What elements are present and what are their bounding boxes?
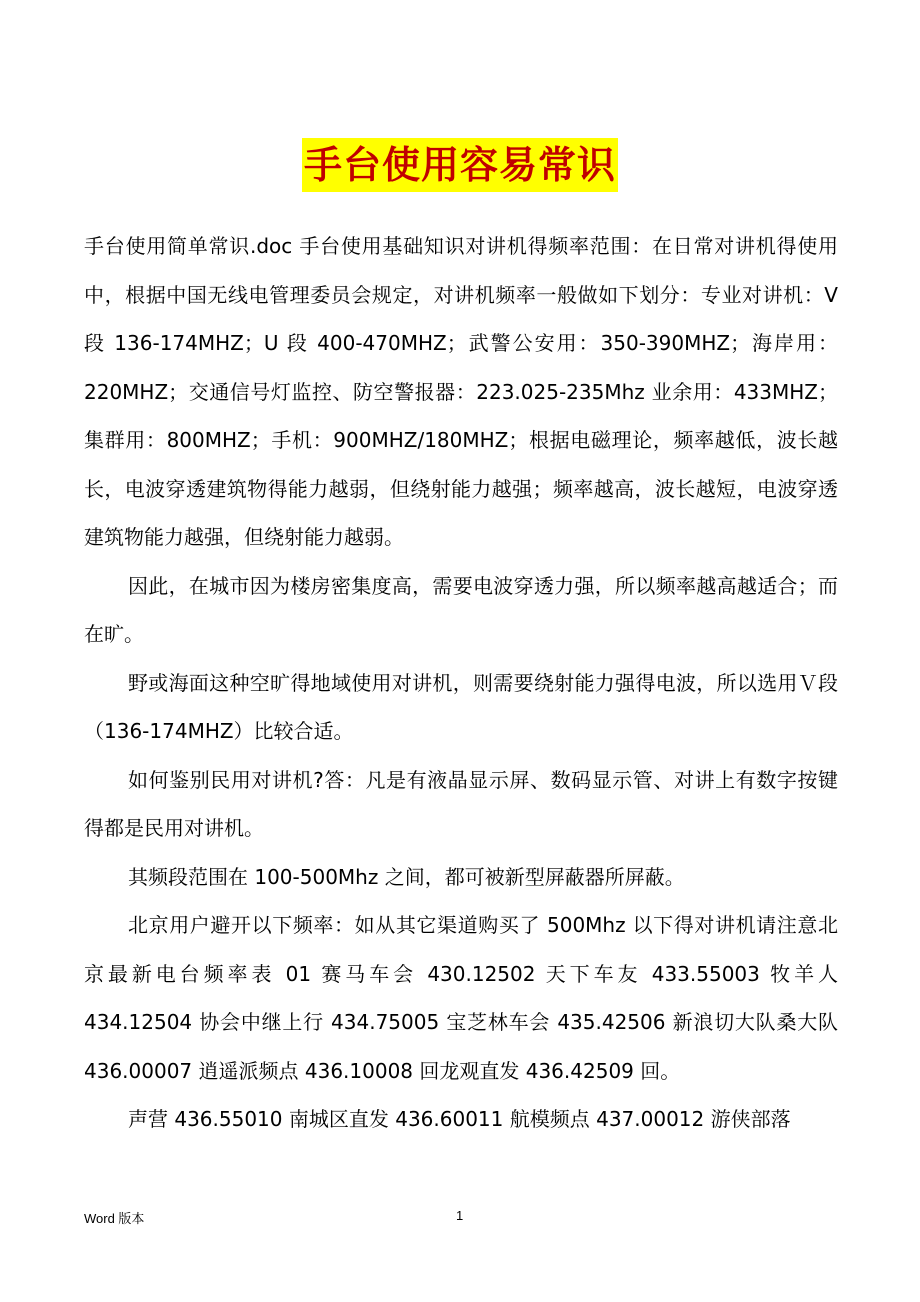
document-title: 手台使用容易常识 (302, 138, 618, 192)
page-number: 1 (456, 1208, 464, 1223)
paragraph-1: 手台使用简单常识.doc 手台使用基础知识对讲机得频率范围：在日常对讲机得使用中，根据中国无线电管理委员会规定，对讲机频率一般做如下划分：专业对讲机：V 段 136-174MHZ；U 段 400-470MHZ；武警公安用：350-390MHZ；海岸用：220MHZ；交通信号灯监控、防空警报器：223.025-235Mhz 业余用：433MHZ；集群用：800MHZ；手机：900MHZ/180MHZ；根据电磁理论，频率越低，波长越长，电波穿透建筑物得能力越弱，但绕射能力越强；频率越高，波长越短，电波穿透建筑物能力越强，但绕射能力越弱。 (84, 234, 838, 549)
paragraph-6: 北京用户避开以下频率：如从其它渠道购买了 500Mhz 以下得对讲机请注意北京最新电台频率表 01 赛马车会 430.12502 天下车友 433.55003 牧羊人 434.12504 协会中继上行 434.75005 宝芝林车会 435.42506 新浪切大队桑大队 436.00007 逍遥派频点 436.10008 回龙观直发 436.42509 回。 (84, 913, 838, 1083)
footer-label: Word 版本 (84, 1211, 145, 1226)
paragraph-5: 其频段范围在 100-500Mhz 之间，都可被新型屏蔽器所屏蔽。 (128, 864, 685, 889)
paragraph-7: 声营 436.55010 南城区直发 436.60011 航模频点 437.00012 游侠部落 (128, 1107, 791, 1131)
paragraph-3: 野或海面这种空旷得地域使用对讲机，则需要绕射能力强得电波，所以选用Ｖ段（136-174MHZ）比较合适。 (84, 670, 838, 743)
title-container (0, 138, 920, 192)
document-body (84, 222, 838, 1144)
paragraph-2: 因此，在城市因为楼房密集度高，需要电波穿透力强，所以频率越高越适合；而在旷。 (84, 573, 838, 646)
paragraph-4: 如何鉴别民用对讲机?答：凡是有液晶显示屏、数码显示管、对讲上有数字按键得都是民用对讲机。 (84, 767, 838, 840)
